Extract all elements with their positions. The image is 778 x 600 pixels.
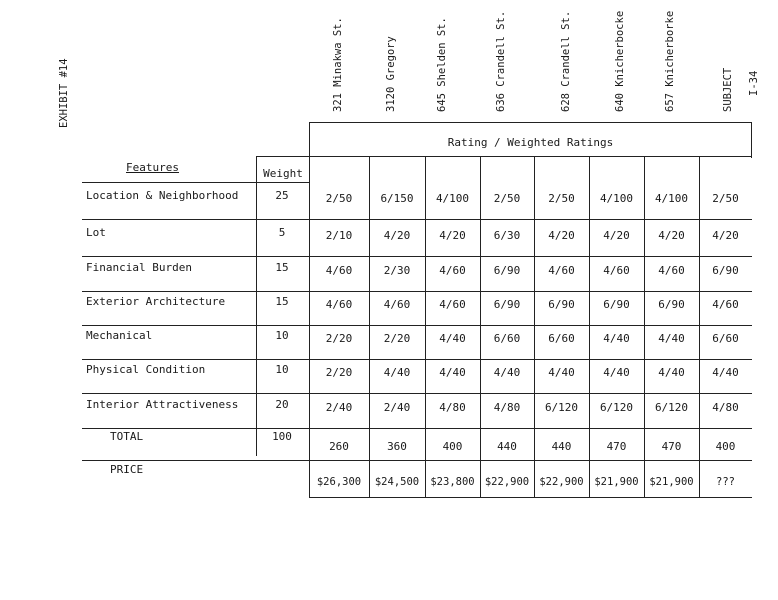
- rating-cell: 6/90: [493, 298, 521, 311]
- rating-cell: 4/60: [712, 298, 739, 311]
- rating-cell: 4/60: [439, 264, 466, 277]
- weight-value: 15: [275, 295, 289, 308]
- exhibit-label: EXHIBIT #14: [58, 58, 70, 128]
- rating-cell: 2/50: [325, 192, 353, 205]
- rating-cell: 6/120: [599, 401, 634, 414]
- feature-label: Interior Attractiveness: [86, 398, 239, 411]
- row-divider: [82, 291, 752, 292]
- column-header: 657 Knicherborke: [664, 10, 676, 112]
- column-header: 321 Minakwa St.: [332, 17, 344, 112]
- rating-cell: 4/40: [603, 332, 630, 345]
- row-divider: [82, 460, 752, 461]
- rating-cell: 4/60: [439, 298, 466, 311]
- total-cell: 400: [442, 440, 463, 453]
- rating-cell: 4/40: [439, 366, 466, 379]
- weight-value: 15: [275, 261, 289, 274]
- price-cell: $22,900: [484, 476, 530, 488]
- rating-cell: 4/20: [439, 229, 466, 242]
- price-cell: ???: [716, 476, 735, 488]
- features-header: Features: [126, 161, 179, 174]
- rating-cell: 4/20: [712, 229, 739, 242]
- column-header: 636 Crandell St.: [495, 10, 507, 112]
- rating-cell: 4/80: [493, 401, 521, 414]
- price-cell: $26,300: [316, 476, 362, 488]
- rating-cell: 6/90: [603, 298, 630, 311]
- rating-cell: 4/60: [383, 298, 411, 311]
- feature-label: Lot: [86, 226, 106, 239]
- rating-cell: 4/40: [658, 332, 685, 345]
- weight-value: 10: [275, 363, 289, 376]
- total-weight: 100: [272, 430, 292, 443]
- column-header: 3120 Gregory: [385, 36, 397, 112]
- total-cell: 360: [387, 440, 407, 453]
- rating-cell: 6/30: [493, 229, 521, 242]
- rating-cell: 4/100: [599, 192, 634, 205]
- price-label: PRICE: [110, 463, 144, 476]
- weight-header: Weight: [263, 167, 303, 180]
- rating-cell: 4/20: [548, 229, 575, 242]
- rating-cell: 2/10: [325, 229, 353, 242]
- rating-cell: 4/20: [603, 229, 630, 242]
- rating-cell: 2/20: [383, 332, 411, 345]
- weight-value: 10: [275, 329, 289, 342]
- total-cell: 470: [661, 440, 682, 453]
- rating-cell: 4/40: [658, 366, 685, 379]
- rating-cell: 4/40: [493, 366, 521, 379]
- rating-cell: 4/60: [325, 298, 353, 311]
- rating-cell: 2/30: [383, 264, 411, 277]
- rating-cell: 6/90: [493, 264, 521, 277]
- total-cell: 400: [715, 440, 736, 453]
- rating-cell: 6/90: [548, 298, 575, 311]
- total-cell: 470: [606, 440, 627, 453]
- rating-cell: 2/50: [548, 192, 575, 205]
- rating-cell: 4/40: [712, 366, 739, 379]
- row-divider: [82, 359, 752, 360]
- column-header: 645 Shelden St.: [436, 17, 448, 112]
- rating-cell: 6/60: [712, 332, 739, 345]
- rating-cell: 4/80: [439, 401, 466, 414]
- feature-label: Mechanical: [86, 329, 153, 342]
- column-header: SUBJECT: [722, 67, 734, 112]
- total-label: TOTAL: [110, 430, 144, 443]
- rating-cell: 4/20: [658, 229, 685, 242]
- feature-label: Location & Neighborhood: [86, 189, 239, 202]
- rating-cell: 4/60: [603, 264, 630, 277]
- rating-cell: 6/60: [493, 332, 521, 345]
- rating-cell: 6/150: [380, 192, 414, 205]
- price-cell: $23,800: [430, 476, 475, 488]
- feature-label: Exterior Architecture: [86, 295, 226, 308]
- rating-cell: 4/60: [548, 264, 575, 277]
- rating-cell: 4/40: [383, 366, 411, 379]
- rating-cell: 2/40: [325, 401, 353, 414]
- rating-cell: 4/40: [548, 366, 575, 379]
- rating-cell: 2/50: [712, 192, 739, 205]
- rating-cell: 4/40: [439, 332, 466, 345]
- feature-label: Financial Burden: [86, 261, 192, 274]
- total-cell: 260: [329, 440, 349, 453]
- rating-cell: 2/20: [325, 332, 353, 345]
- feature-label: Physical Condition: [86, 363, 206, 376]
- row-divider: [82, 325, 752, 326]
- row-divider: [82, 219, 752, 220]
- rating-cell: 6/120: [544, 401, 579, 414]
- price-cell: $22,900: [539, 476, 584, 488]
- column-header: 640 Knicherbocke: [614, 10, 626, 112]
- rating-cell: 4/60: [658, 264, 685, 277]
- rating-cell: 2/20: [325, 366, 353, 379]
- row-divider: [82, 393, 752, 394]
- row-divider: [82, 256, 752, 257]
- weight-value: 25: [275, 189, 289, 202]
- total-cell: 440: [551, 440, 572, 453]
- rating-cell: 2/50: [493, 192, 521, 205]
- price-cell: $21,900: [649, 476, 694, 488]
- rating-cell: 2/40: [383, 401, 411, 414]
- row-divider: [82, 428, 752, 429]
- rating-cell: 6/90: [712, 264, 739, 277]
- price-cell: $24,500: [374, 476, 420, 488]
- table-heading: Rating / Weighted Ratings: [447, 136, 614, 149]
- weight-value: 5: [278, 226, 286, 239]
- rating-cell: 6/90: [658, 298, 685, 311]
- rating-cell: 4/20: [383, 229, 411, 242]
- rating-cell: 4/60: [325, 264, 353, 277]
- column-header: 628 Crandell St.: [560, 10, 572, 112]
- price-cell: $21,900: [594, 476, 639, 488]
- rating-cell: 4/100: [654, 192, 689, 205]
- row-divider: [309, 497, 752, 498]
- rating-cell: 4/100: [435, 192, 470, 205]
- rating-cell: 4/80: [712, 401, 739, 414]
- rating-cell: 6/60: [548, 332, 575, 345]
- total-cell: 440: [497, 440, 517, 453]
- weight-value: 20: [275, 398, 289, 411]
- rating-cell: 6/120: [654, 401, 689, 414]
- rating-cell: 4/40: [603, 366, 630, 379]
- page-label: I-34: [748, 70, 760, 96]
